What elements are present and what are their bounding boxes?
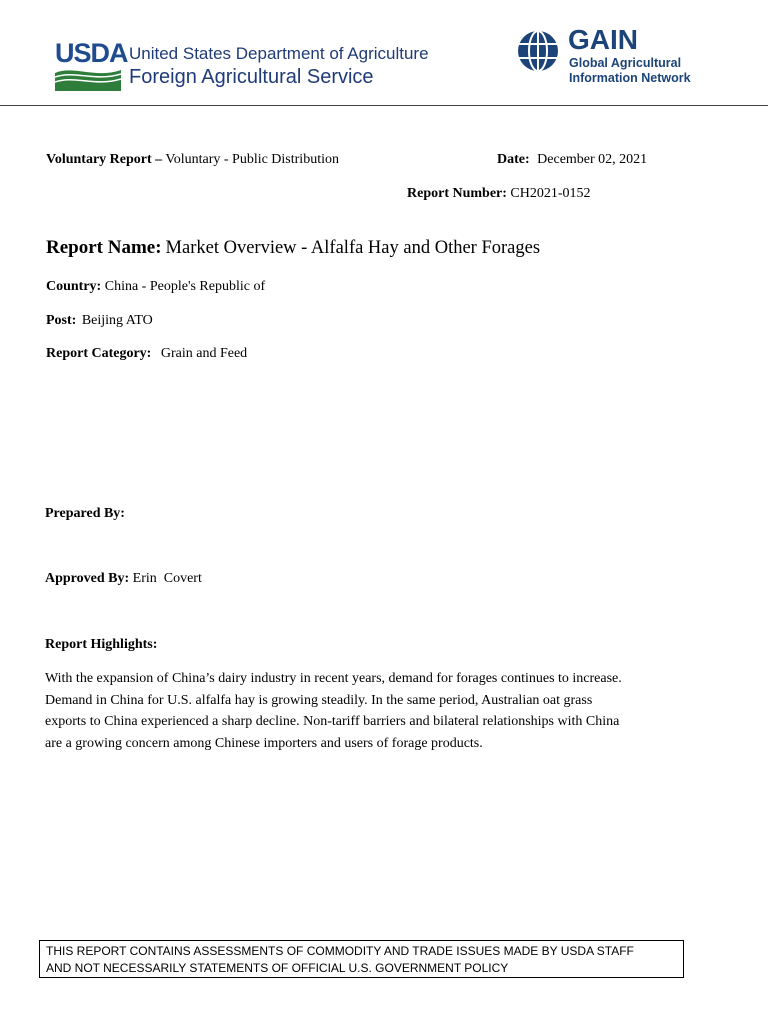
highlights-line: exports to China experienced a sharp decline. Non-tariff barriers and bilateral relationships with China xyxy=(45,714,620,729)
department-name: United States Department of Agriculture xyxy=(129,44,429,63)
report-name-row xyxy=(46,236,540,261)
post-value: Beijing ATO xyxy=(81,313,153,328)
approved-by-row xyxy=(45,570,202,587)
post-row xyxy=(46,312,153,329)
usda-logo: USDA xyxy=(55,38,128,68)
post-label: Post: xyxy=(46,313,77,328)
country-row xyxy=(46,278,265,295)
report-highlights-text xyxy=(45,668,670,754)
disclaimer-line1: THIS REPORT CONTAINS ASSESSMENTS OF COMMODITY AND TRADE ISSUES MADE BY USDA STAFF xyxy=(46,944,634,958)
gain-subtitle-line2: Information Network xyxy=(569,71,691,85)
globe-icon xyxy=(516,29,560,73)
approved-by-value: Erin Covert xyxy=(132,571,202,586)
usda-logo-wave-icon xyxy=(55,67,121,91)
header-divider xyxy=(0,105,768,106)
agency-name: Foreign Agricultural Service xyxy=(129,66,374,88)
approved-by-label: Approved By: xyxy=(45,571,130,586)
gain-subtitle-line1: Global Agricultural xyxy=(569,56,682,70)
report-name-label: Report Name: xyxy=(46,237,162,258)
highlights-line: With the expansion of China’s dairy industry in recent years, demand for forages continues to increase. xyxy=(45,671,622,686)
highlights-line: are a growing concern among Chinese importers and users of forage products. xyxy=(45,735,483,751)
report-number-value: CH2021-0152 xyxy=(510,186,591,201)
country-label: Country: xyxy=(46,279,102,294)
date-label: Date: xyxy=(497,152,530,167)
report-number-row xyxy=(407,185,591,202)
voluntary-report-label: Voluntary Report – xyxy=(46,152,163,167)
date-value: December 02, 2021 xyxy=(537,152,648,167)
highlights-line: Demand in China for U.S. alfalfa hay is growing steadily. In the same period, Australian oat grass xyxy=(45,692,593,708)
voluntary-report-value: Voluntary - Public Distribution xyxy=(165,152,339,167)
page-header xyxy=(0,0,768,106)
report-name-value: Market Overview - Alfalfa Hay and Other Forages xyxy=(165,238,541,258)
voluntary-report-row xyxy=(46,151,339,168)
report-category-row xyxy=(46,345,247,362)
disclaimer-line2: AND NOT NECESSARILY STATEMENTS OF OFFICIAL U.S. GOVERNMENT POLICY xyxy=(46,961,509,975)
report-category-value: Grain and Feed xyxy=(160,346,248,361)
date-row xyxy=(497,151,647,168)
report-number-label: Report Number: xyxy=(407,186,507,201)
disclaimer-box xyxy=(39,940,684,978)
gain-logo-title: GAIN xyxy=(568,24,638,55)
country-value: China - People's Republic of xyxy=(104,279,266,294)
report-category-label: Report Category: xyxy=(46,346,152,361)
prepared-by-label: Prepared By: xyxy=(45,506,125,521)
report-highlights-label: Report Highlights: xyxy=(45,637,158,652)
